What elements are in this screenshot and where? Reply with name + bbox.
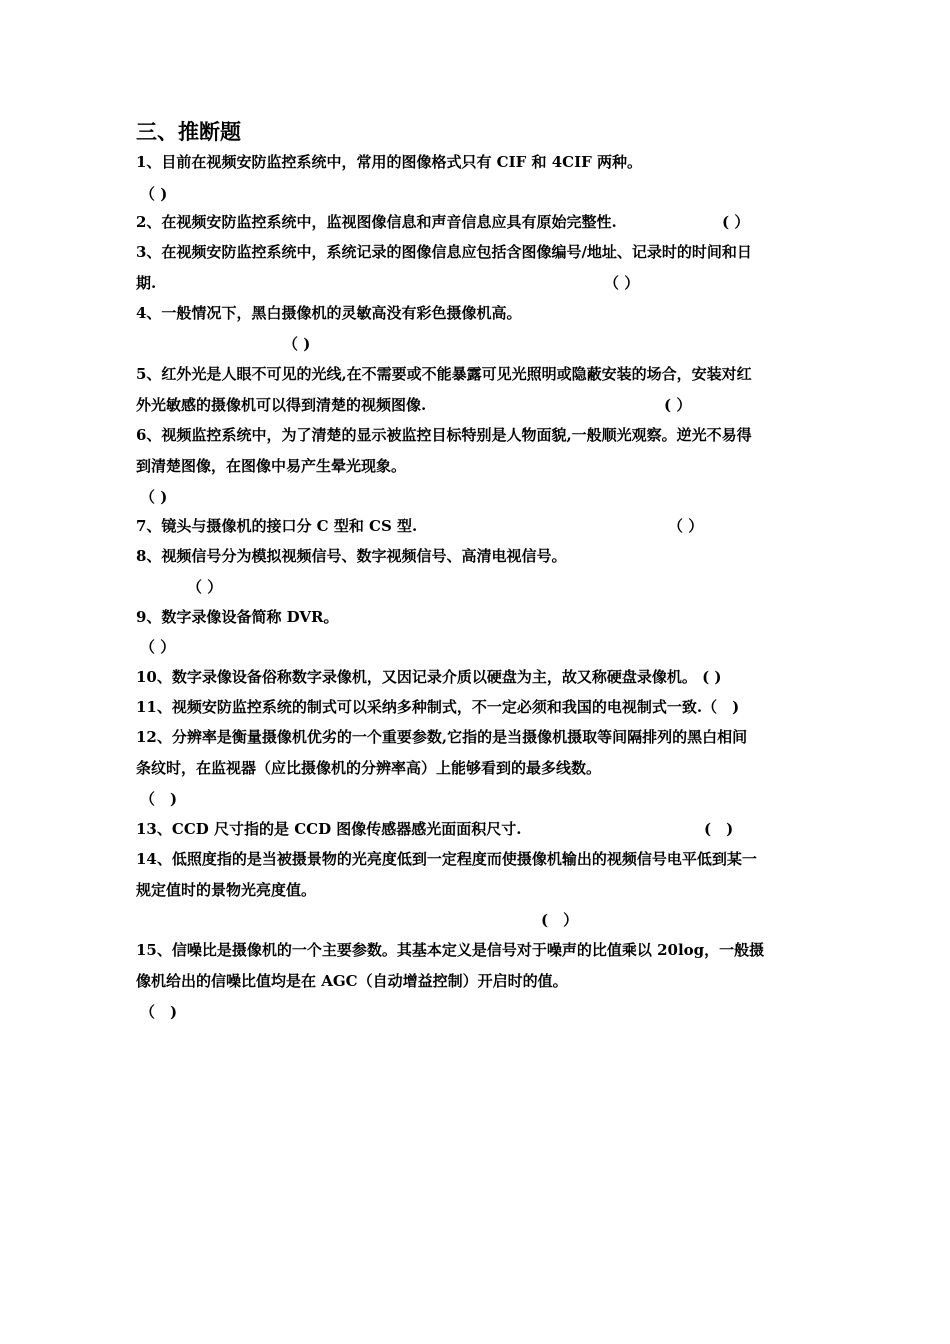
question-13: 13、CCD 尺寸指的是 CCD 图像传感器感光面面积尺寸. <box>136 820 522 838</box>
question-12-line-2: 条纹时，在监视器（应比摄像机的分辨率高）上能够看到的最多线数。 <box>136 759 602 777</box>
question-2: 2、在视频安防监控系统中，监视图像信息和声音信息应具有原始完整性. <box>136 213 617 231</box>
answer-bracket-13: ( ) <box>704 820 734 838</box>
answer-bracket-1: （ ) <box>140 185 168 203</box>
answer-bracket-4: （ ) <box>283 335 311 353</box>
question-3-line-2: 期. <box>136 274 157 292</box>
answer-bracket-8: （ ） <box>187 578 223 596</box>
question-6-line-2: 到清楚图像，在图像中易产生晕光现象。 <box>136 457 407 475</box>
answer-bracket-3: （ ） <box>604 274 640 292</box>
question-15-line-2: 像机给出的信噪比值均是在 AGC（自动增益控制）开启时的值。 <box>136 972 568 990</box>
question-7: 7、镜头与摄像机的接口分 C 型和 CS 型. <box>136 517 418 535</box>
answer-bracket-7: （ ） <box>668 517 704 535</box>
question-5-line-2: 外光敏感的摄像机可以得到清楚的视频图像. <box>136 396 427 414</box>
answer-bracket-6: （ ) <box>140 488 168 506</box>
question-14-line-1: 14、低照度指的是当被摄景物的光亮度低到一定程度而使摄像机输出的视频信号电平低到某一 <box>136 850 757 868</box>
question-3-line-1: 3、在视频安防监控系统中，系统记录的图像信息应包括含图像编号/地址、记录时的时间和日 <box>136 243 752 261</box>
question-10: 10、数字录像设备俗称数字录像机，又因记录介质以硬盘为主，故又称硬盘录像机。 ( ) <box>136 668 722 686</box>
question-12-line-1: 12、分辨率是衡量摄像机优劣的一个重要参数,它指的是当摄像机摄取等间隔排列的黑白相间 <box>136 728 748 746</box>
answer-bracket-2: ( ） <box>722 213 750 231</box>
question-9: 9、数字录像设备简称 DVR。 <box>136 608 339 626</box>
answer-bracket-9: （ ） <box>140 638 176 656</box>
answer-bracket-15: （ ) <box>140 1003 178 1021</box>
answer-bracket-5: ( ） <box>664 396 692 414</box>
question-6-line-1: 6、视频监控系统中，为了清楚的显示被监控目标特别是人物面貌,一般顺光观察。逆光不易得 <box>136 426 752 444</box>
question-8: 8、视频信号分为模拟视频信号、数字视频信号、高清电视信号。 <box>136 547 567 565</box>
answer-bracket-14: ( ） <box>541 911 579 929</box>
question-1: 1、目前在视频安防监控系统中，常用的图像格式只有 CIF 和 4CIF 两种。 <box>136 153 642 171</box>
question-5-line-1: 5、红外光是人眼不可见的光线,在不需要或不能暴露可见光照明或隐蔽安装的场合，安装对红 <box>136 365 752 383</box>
question-14-line-2: 规定值时的景物光亮度值。 <box>136 881 317 899</box>
question-15-line-1: 15、信噪比是摄像机的一个主要参数。其基本定义是信号对于噪声的比值乘以 20log，一般摄 <box>136 941 765 959</box>
answer-bracket-12: （ ) <box>140 790 178 808</box>
question-4: 4、一般情况下，黑白摄像机的灵敏高没有彩色摄像机高。 <box>136 304 522 322</box>
question-11: 11、视频安防监控系统的制式可以采纳多种制式，不一定必须和我国的电视制式一致.（ ) <box>136 698 740 716</box>
section-title: 三、推断题 <box>136 119 241 144</box>
